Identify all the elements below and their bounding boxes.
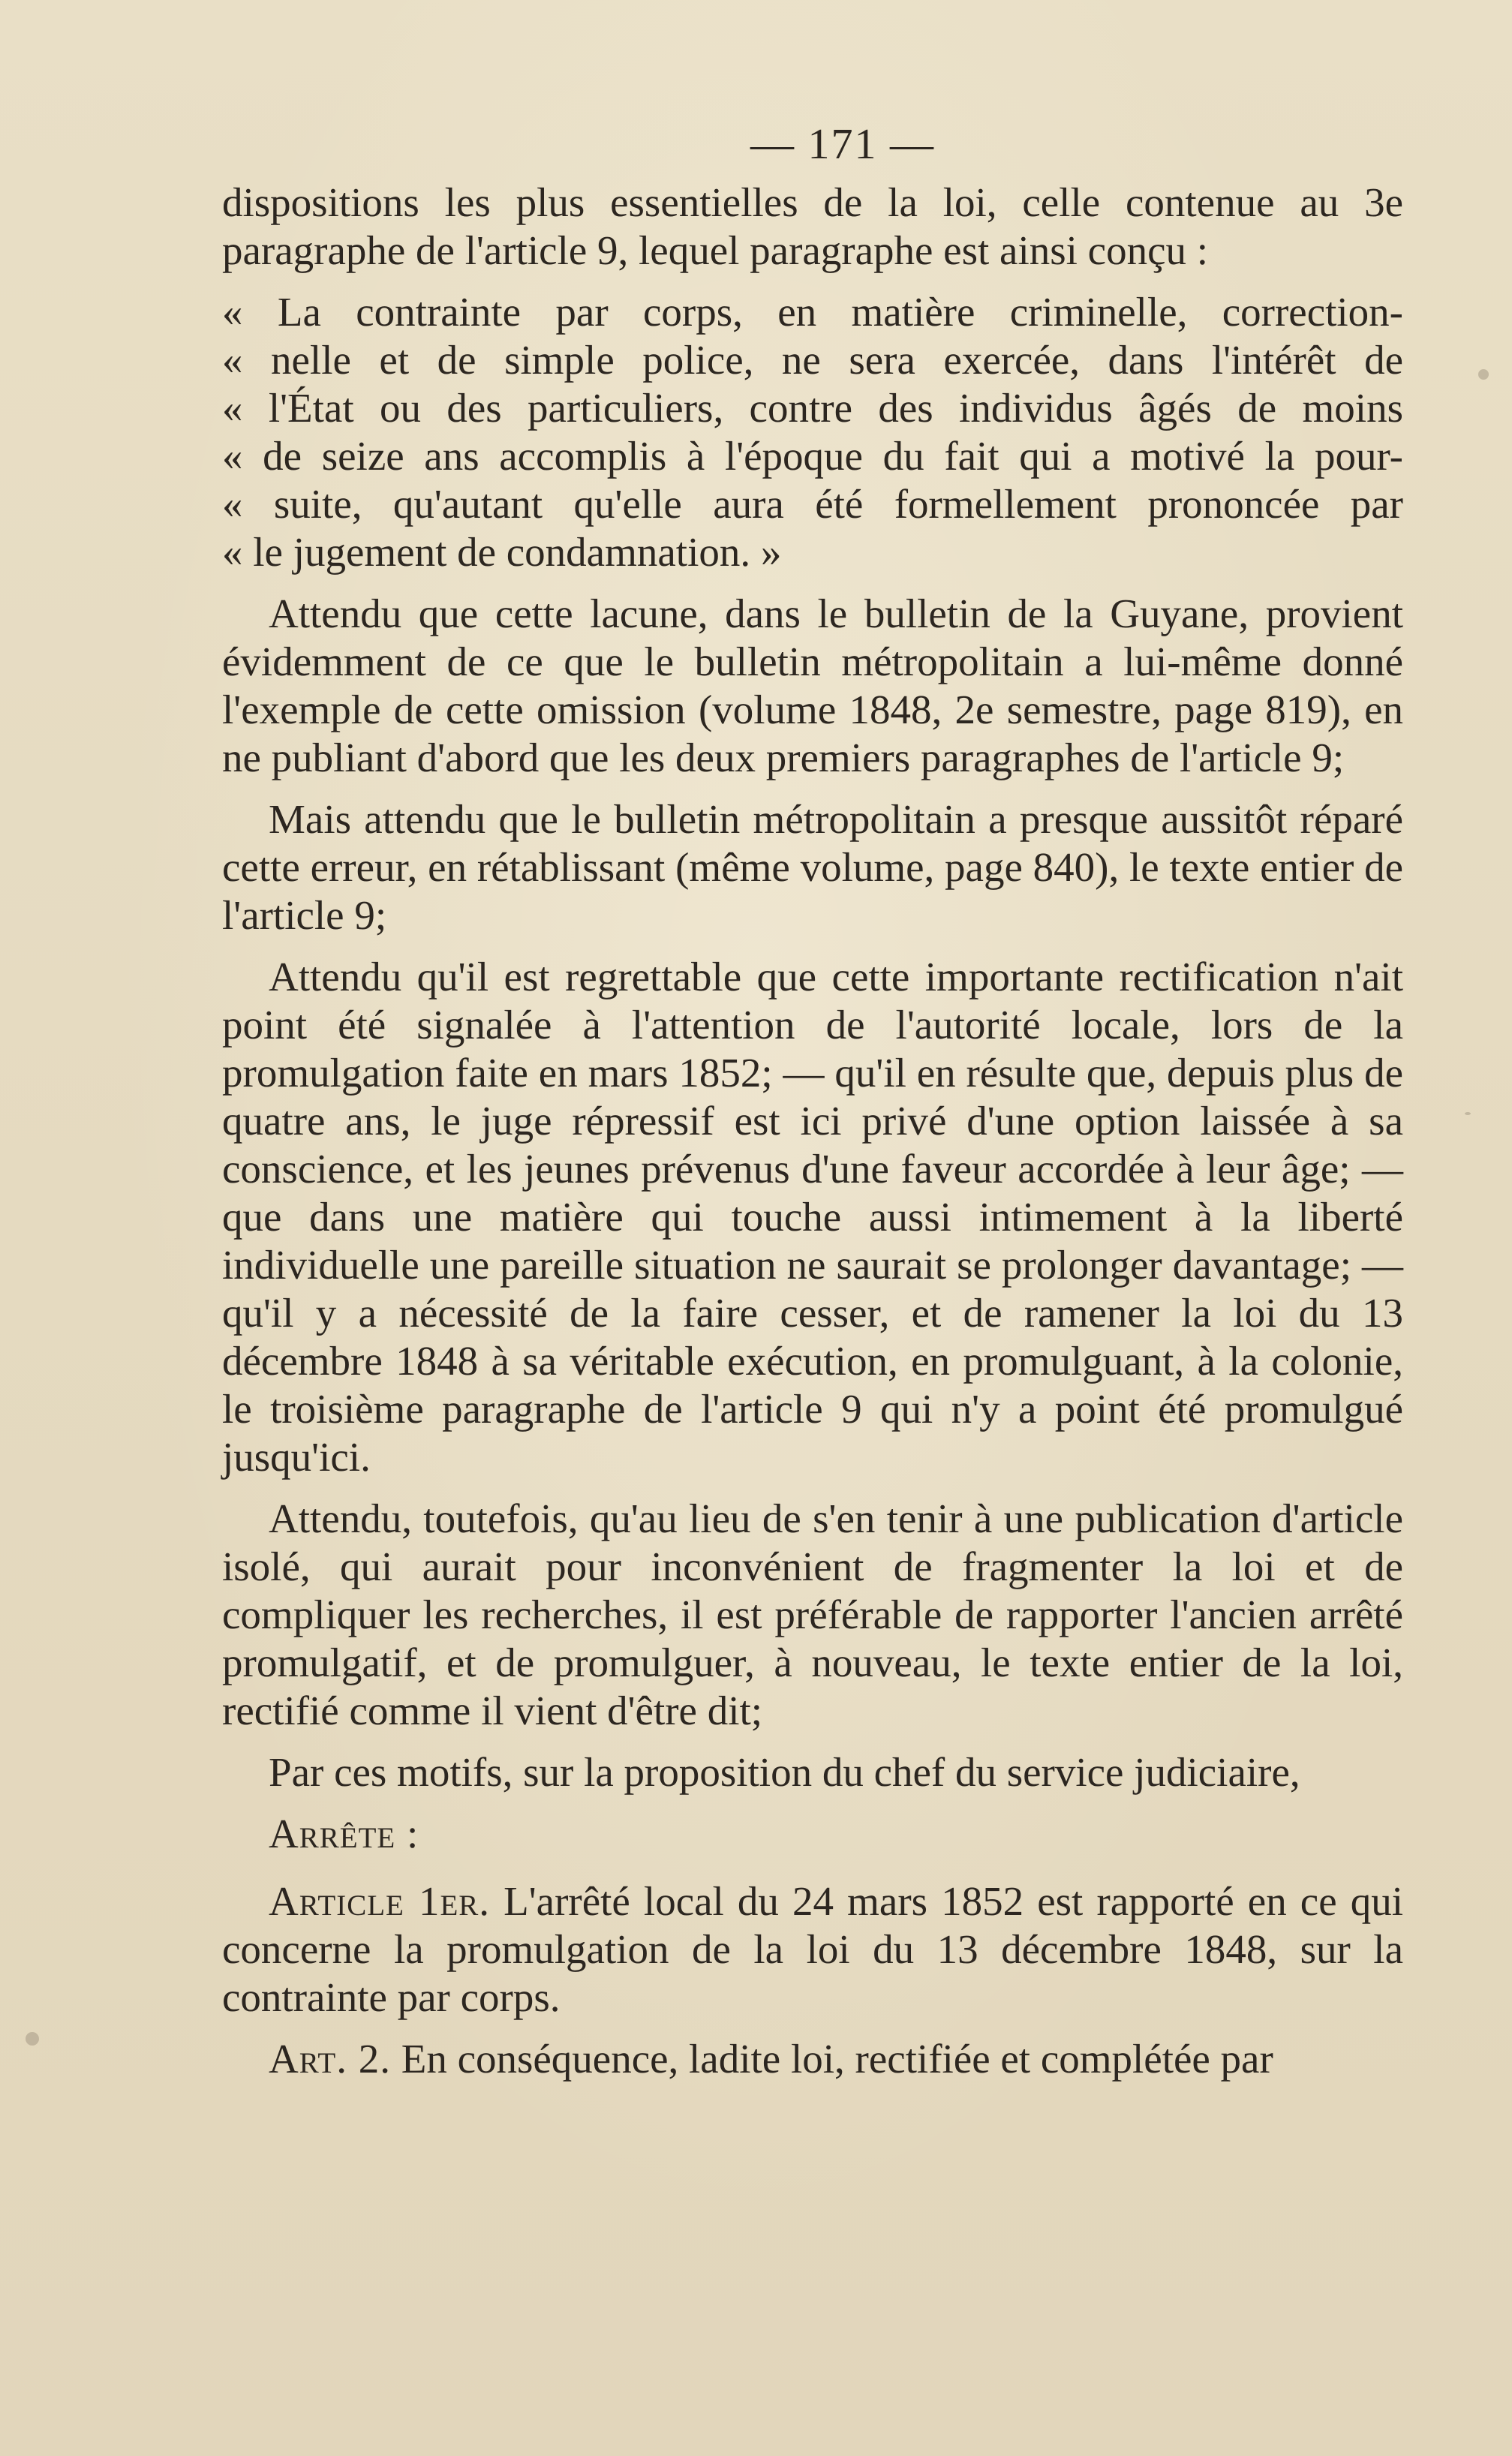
article-1 xyxy=(222,1877,1403,2022)
paragraph-erreur: Mais attendu que le bulletin métropolitain a presque aussitôt réparé cette erreur, en rétablissant (même volume, page 840), le texte entier de l'article 9; xyxy=(222,796,1403,938)
quote-line: « l'État ou des particuliers, contre des individus âgés de moins xyxy=(222,385,1403,431)
article-1-text: L'arrêté local du 24 mars 1852 est rapporté en ce qui concerne la promulgation de la loi du 13 décembre 1848, sur la contrainte par corps. xyxy=(222,1878,1404,2020)
paper-stain xyxy=(26,2032,39,2046)
article-2 xyxy=(222,2035,1403,2083)
quote-line: « nelle et de simple police, ne sera exercée, dans l'intérêt de xyxy=(222,337,1403,383)
quote-line: « le jugement de condamnation. » xyxy=(222,529,782,575)
paper-stain xyxy=(1465,1112,1471,1115)
paragraph-rectification: Attendu qu'il est regrettable que cette importante rectification n'ait point été signalée à l'attention de l'autorité locale, lors de la promulgation faite en mars 1852; — qu'il en résulte que, depuis plus de quatre ans, le juge répressif est ici privé d'une option laissée à sa conscience, et les jeunes prévenus d'une faveur accordée à leur âge; — que dans une matière qui touche aussi intimement à la liberté individuelle une pareille situation ne saurait se prolonger davantage; — qu'il y a nécessité de la faire cesser, et de ramener la loi du 13 décembre 1848 à sa véritable exécution, en promulguant, à la colonie, le troisième paragraphe de l'article 9 qui n'y a point été promulgué jusqu'ici. xyxy=(222,954,1403,1480)
article-2-label: Art. 2. xyxy=(269,2036,391,2082)
quote-line: « La contrainte par corps, en matière criminelle, correction- xyxy=(222,289,1403,335)
paragraph-lacune: Attendu que cette lacune, dans le bulletin de la Guyane, provient évidemment de ce que le bulletin métropolitain a lui-même donné l'exemple de cette omission (volume 1848, 2e semestre, page 819), en ne publiant d'abord que les deux premiers paragraphes de l'article 9; xyxy=(222,591,1403,780)
arrete-heading: Arrête : xyxy=(269,1811,419,1856)
page-text xyxy=(222,120,1403,2097)
paragraph-intro: dispositions les plus essentielles de la loi, celle contenue au 3e paragraphe de l'article 9, lequel paragraphe est ainsi conçu : xyxy=(222,179,1403,273)
article-2-text: En conséquence, ladite loi, rectifiée et complétée par xyxy=(401,2036,1273,2082)
quote-line: « suite, qu'autant qu'elle aura été formellement prononcée par xyxy=(222,481,1403,527)
paragraph-publication: Attendu, toutefois, qu'au lieu de s'en tenir à une publication d'article isolé, qui aurait pour inconvénient de fragmenter la loi et de compliquer les recherches, il est préférable de rapporter l'ancien arrêté promulgatif, et de promulguer, à nouveau, le texte entier de la loi, rectifié comme il vient d'être dit; xyxy=(222,1496,1403,1733)
article-1-label: Article 1er. xyxy=(269,1878,491,1924)
law-quotation xyxy=(222,288,1403,576)
quote-line: « de seize ans accomplis à l'époque du fait qui a motivé la pour- xyxy=(222,433,1403,479)
page-number: — 171 — xyxy=(750,119,935,168)
paper-stain xyxy=(1478,369,1489,380)
paragraph-motifs: Par ces motifs, sur la proposition du chef du service judiciaire, xyxy=(269,1749,1300,1795)
